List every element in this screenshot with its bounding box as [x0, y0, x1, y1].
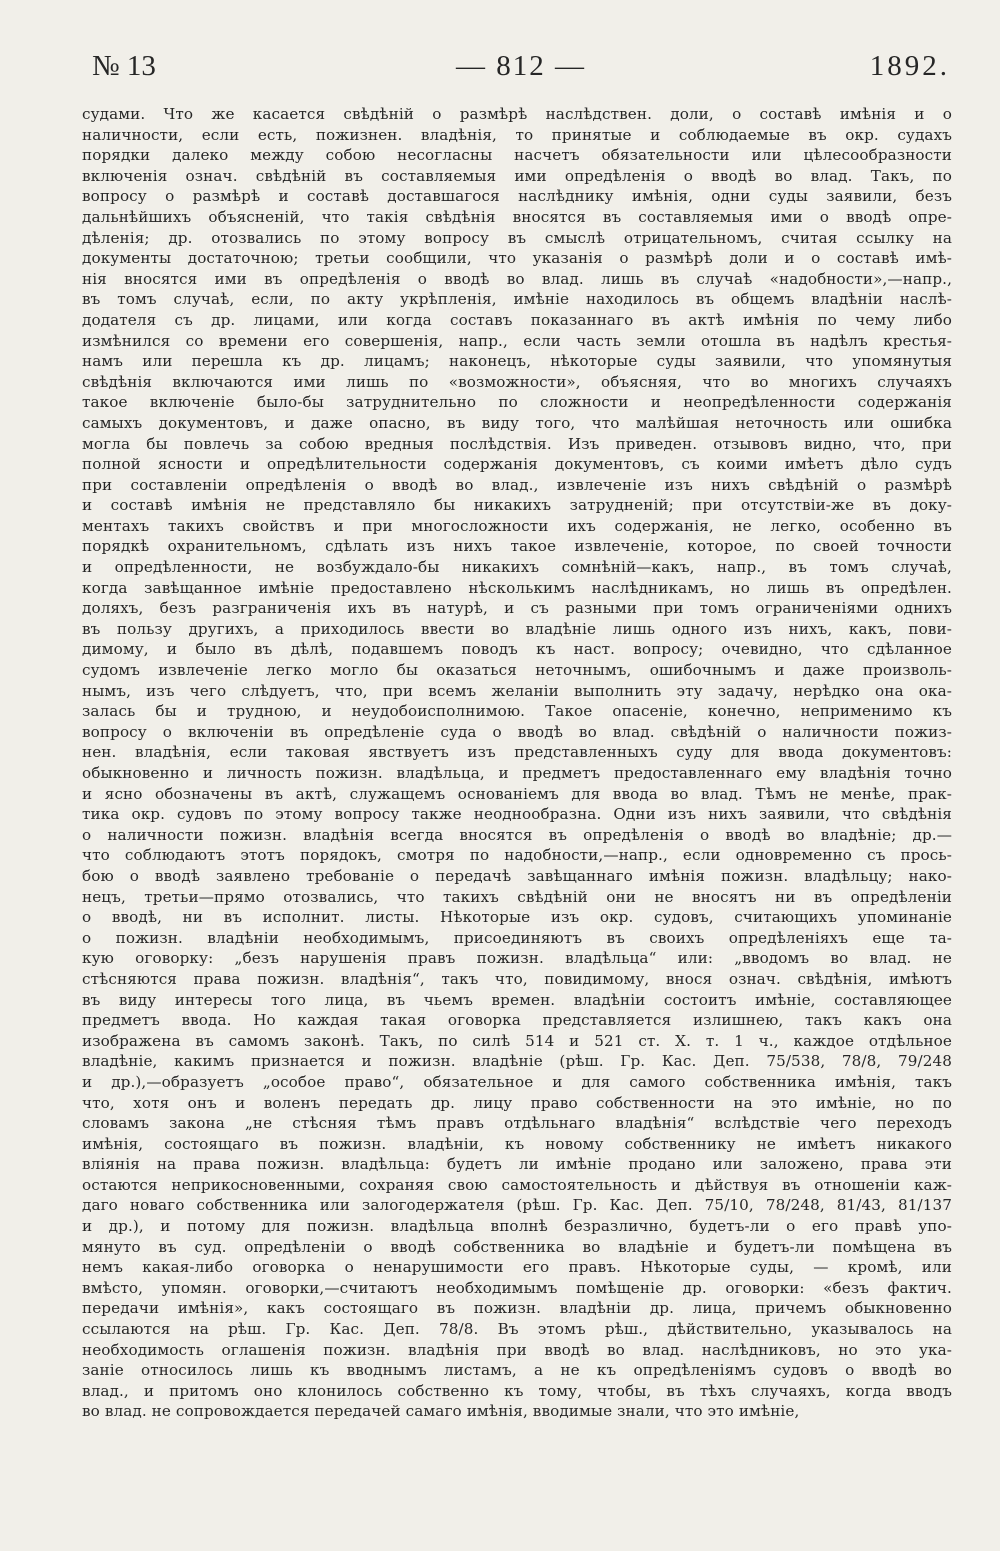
text-line: остаются неприкосновенными, сохраняя свою самостоятельность и дѣйствуя въ отношеніи каж- [82, 1175, 952, 1194]
text-line: заніе относилось лишь къ вводнымъ листамъ, а не къ опредѣленіямъ судовъ о вводѣ во [82, 1361, 952, 1380]
text-line: вопросу о размѣрѣ и составѣ доставшагося наслѣднику имѣнія, одни суды заявили, безъ [82, 187, 952, 206]
text-line: нецъ, третьи—прямо отозвались, что такихъ свѣдѣній они не вносятъ ни въ опредѣленіи [82, 887, 952, 906]
text-line: ментахъ такихъ свойствъ и при многосложности ихъ содержанія, не легко, особенно въ [82, 516, 952, 535]
page-header [92, 50, 950, 90]
text-line: когда завѣщанное имѣніе предоставлено нѣсколькимъ наслѣдникамъ, но лишь въ опредѣлен. [82, 578, 952, 597]
text-line: ссылаются на рѣш. Гр. Кас. Деп. 78/8. Въ этомъ рѣш., дѣйствительно, указывалось на [82, 1320, 952, 1339]
text-line: немъ какая-либо оговорка о ненарушимости его правъ. Нѣкоторые суды, — кромѣ, или [82, 1258, 952, 1277]
year: 1892. [869, 50, 950, 82]
text-line: порядки далеко между собою несогласны насчетъ обязательности или цѣлесообразности [82, 146, 952, 165]
text-line: мянуто въ суд. опредѣленіи о вводѣ собственника во владѣніе и будетъ-ли помѣщена въ [82, 1237, 952, 1256]
text-line: бою о вводѣ заявлено требованіе о передачѣ завѣщаннаго имѣнія пожизн. владѣльцу; нако- [82, 866, 952, 885]
text-line: измѣнился со времени его совершенія, напр., если часть земли отошла въ надѣлъ крестья- [82, 331, 952, 350]
page-number: — 812 — [456, 50, 586, 82]
text-line: кую оговорку: „безъ нарушенія правъ пожизн. владѣльца“ или: „вводомъ во влад. не [82, 949, 952, 968]
text-line: въ томъ случаѣ, если, по акту укрѣпленія, имѣніе находилось въ общемъ владѣніи наслѣ- [82, 290, 952, 309]
text-line: и др.),—образуетъ „особое право“, обязательное и для самого собственника имѣнія, такъ [82, 1072, 952, 1091]
text-line: обыкновенно и личность пожизн. владѣльца, и предметъ предоставленнаго ему владѣнія точно [82, 764, 952, 782]
text-line: о вводѣ, ни въ исполнит. листы. Нѣкоторые изъ окр. судовъ, считающихъ упоминаніе [82, 908, 952, 927]
text-line: и составѣ имѣнія не представляло бы никакихъ затрудненій; при отсутствіи-же въ доку- [82, 496, 952, 515]
text-line: намъ или перешла къ др. лицамъ; наконецъ, нѣкоторые суды заявили, что упомянутыя [82, 352, 952, 371]
text-line: судомъ извлеченіе легко могло бы оказаться неточнымъ, ошибочнымъ и даже произволь- [82, 661, 952, 680]
text-line: предметъ ввода. Но каждая такая оговорка представляется излишнею, такъ какъ она [82, 1011, 952, 1030]
text-line: словамъ закона „не стѣсняя тѣмъ правъ отдѣльнаго владѣнія“ вслѣдствіе чего переходъ [82, 1114, 952, 1133]
body-text [82, 104, 952, 1422]
text-line: и опредѣленности, не возбуждало-бы никакихъ сомнѣній—какъ, напр., въ томъ случаѣ, [82, 558, 952, 577]
text-line: необходимость оглашенія пожизн. владѣнія при вводѣ во влад. наслѣдниковъ, но это ука- [82, 1340, 952, 1359]
text-line: владѣніе, какимъ признается и пожизн. владѣніе (рѣш. Гр. Кас. Деп. 75/538, 78/8, 79/248 [82, 1052, 952, 1071]
text-line: имѣнія, состоящаго въ пожизн. владѣніи, къ новому собственнику не имѣетъ никакого [82, 1134, 952, 1153]
text-line: могла бы повлечь за собою вредныя послѣдствія. Изъ приведен. отзывовъ видно, что, при [82, 434, 952, 453]
text-line: наличности, если есть, пожизнен. владѣнія, то принятые и соблюдаемые въ окр. судахъ [82, 125, 952, 144]
text-line: что соблюдаютъ этотъ порядокъ, смотря по надобности,—напр., если одновременно съ прось- [82, 846, 952, 865]
text-line: судами. Что же касается свѣдѣній о размѣрѣ наслѣдствен. доли, о составѣ имѣнія и о [82, 105, 952, 123]
text-line: при составленіи опредѣленія о вводѣ во влад., извлеченіе изъ нихъ свѣдѣній о размѣрѣ [82, 475, 952, 494]
text-line: вопросу о включеніи въ опредѣленіе суда о вводѣ во влад. свѣдѣній о наличности пожиз- [82, 722, 952, 741]
text-line: стѣсняются права пожизн. владѣнія“, такъ что, повидимому, внося означ. свѣдѣнія, имѣютъ [82, 969, 952, 988]
text-line: нія вносятся ими въ опредѣленія о вводѣ во влад. лишь въ случаѣ «надобности»,—напр., [82, 269, 952, 288]
text-line: во влад. не сопровождается передачей самаго имѣнія, вводимые знали, что это имѣніе, [82, 1402, 800, 1421]
text-line: включенія означ. свѣдѣній въ составляемыя ими опредѣленія о вводѣ во влад. Такъ, по [82, 166, 952, 185]
text-line: изображена въ самомъ законѣ. Такъ, по силѣ 514 и 521 ст. X. т. 1 ч., каждое отдѣльное [82, 1031, 952, 1050]
text-line: полной ясности и опредѣлительности содержанія документовъ, съ коими имѣетъ дѣло судъ [82, 455, 952, 474]
text-line: передачи имѣнія», какъ состоящаго въ пожизн. владѣніи др. лица, причемъ обыкновенно [82, 1299, 952, 1318]
text-line: нымъ, изъ чего слѣдуетъ, что, при всемъ желаніи выполнить эту задачу, нерѣдко она ока- [82, 681, 952, 700]
text-line: о пожизн. владѣніи необходимымъ, присоединяютъ въ своихъ опредѣленіяхъ еще та- [82, 928, 952, 947]
text-line: нен. владѣнія, если таковая явствуетъ изъ представленныхъ суду для ввода документовъ: [82, 743, 952, 762]
text-line: что, хотя онъ и воленъ передать др. лицу право собственности на это имѣніе, но по [82, 1093, 952, 1112]
text-line: доляхъ, безъ разграниченія ихъ въ натурѣ, и съ разными при томъ ограниченіями однихъ [82, 599, 952, 618]
text-line: въ виду интересы того лица, въ чьемъ времен. владѣніи состоитъ имѣніе, составляющее [82, 990, 952, 1009]
text-line: свѣдѣнія включаются ими лишь по «возможности», объясняя, что во многихъ случаяхъ [82, 372, 952, 391]
text-line: порядкѣ охранительномъ, сдѣлать изъ нихъ такое извлеченіе, которое, по своей точности [82, 537, 952, 556]
text-line: тика окр. судовъ по этому вопросу также неоднообразна. Одни изъ нихъ заявили, что свѣдѣнія [82, 805, 952, 824]
text-line: въ пользу другихъ, а приходилось ввести во владѣніе лишь одного изъ нихъ, какъ, пови- [82, 619, 952, 638]
text-line: такое включеніе было-бы затруднительно по сложности и неопредѣленности содержанія [82, 393, 952, 412]
text-line: дальнѣйшихъ объясненій, что такія свѣдѣнія вносятся въ составляемыя ими о вводѣ опре- [82, 207, 952, 226]
issue-number: № 13 [92, 50, 156, 82]
text-line: вмѣсто, упомян. оговорки,—считаютъ необходимымъ помѣщеніе др. оговорки: «безъ фактич. [82, 1278, 952, 1297]
text-line: залась бы и трудною, и неудобоисполнимою. Такое опасеніе, конечно, неприменимо къ [82, 702, 952, 721]
text-line: самыхъ документовъ, и даже опасно, въ виду того, что малѣйшая неточность или ошибка [82, 413, 952, 432]
text-line: документы достаточною; третьи сообщили, что указанія о размѣрѣ доли и о составѣ имѣ- [82, 249, 952, 268]
text-line: додателя съ др. лицами, или когда составъ показаннаго въ актѣ имѣнія по чему либо [82, 310, 952, 329]
text-line: дѣленія; др. отозвались по этому вопросу въ смыслѣ отрицательномъ, считая ссылку на [82, 228, 952, 247]
text-line: о наличности пожизн. владѣнія всегда вносятся въ опредѣленія о вводѣ во владѣніе; др.— [82, 825, 952, 844]
text-line: даго новаго собственника или залогодержателя (рѣш. Гр. Кас. Деп. 75/10, 78/248, 81/43, 81/137 [82, 1196, 952, 1215]
text-line: влад., и притомъ оно клонилось собственно къ тому, чтобы, въ тѣхъ случаяхъ, когда вводъ [82, 1381, 952, 1400]
text-line: димому, и было въ дѣлѣ, подавшемъ поводъ къ наст. вопросу; очевидно, что сдѣланное [82, 640, 952, 659]
text-line: и ясно обозначены въ актѣ, служащемъ основаніемъ для ввода во влад. Тѣмъ не менѣе, прак- [82, 784, 952, 803]
text-line: и др.), и потому для пожизн. владѣльца вполнѣ безразлично, будетъ-ли о его правѣ упо- [82, 1217, 952, 1236]
text-line: вліянія на права пожизн. владѣльца: будетъ ли имѣніе продано или заложено, права эти [82, 1155, 952, 1174]
